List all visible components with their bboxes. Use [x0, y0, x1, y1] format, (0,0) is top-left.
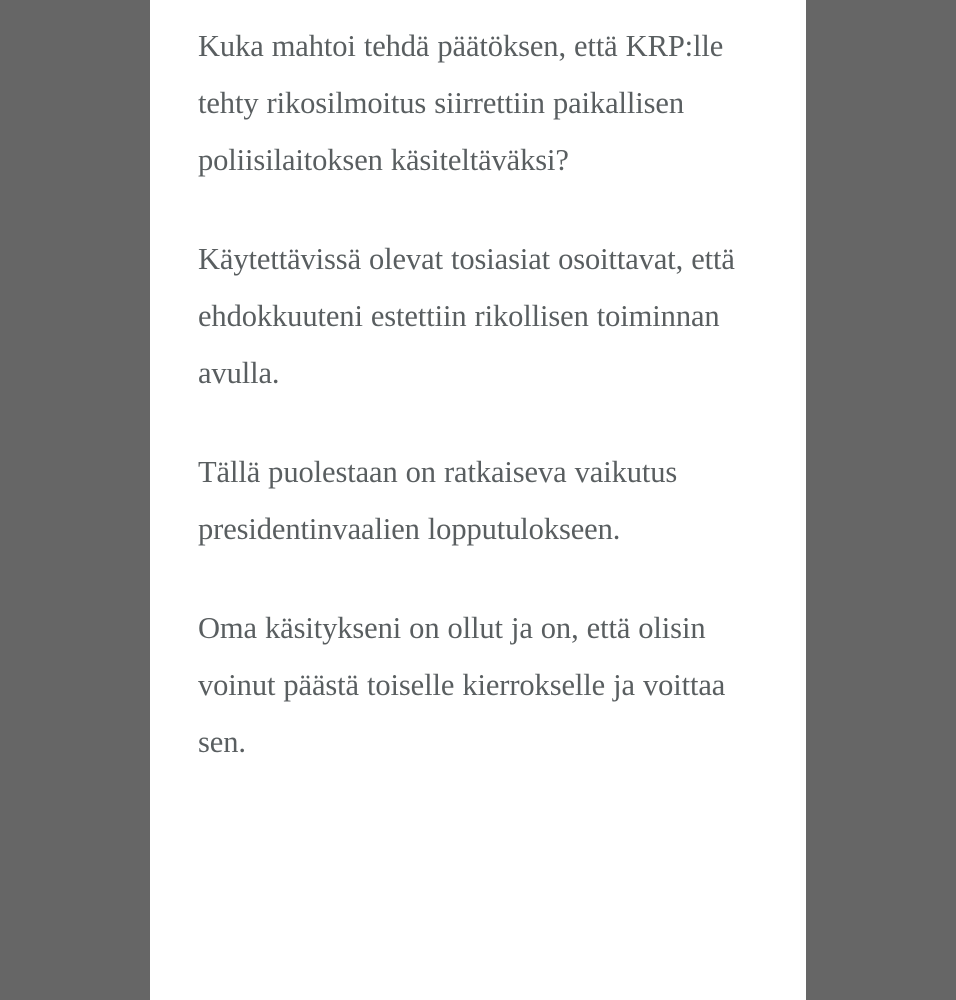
article-page-sheet: [150, 0, 806, 1000]
article-text-body: [198, 0, 738, 771]
article-paragraph-4: Oma käsitykseni on ollut ja on, että olisin voinut päästä toiselle kierrokselle ja voittaa sen.: [198, 611, 726, 759]
right-gutter: [806, 0, 956, 1000]
article-paragraph-1: Kuka mahtoi tehdä päätöksen, että KRP:lle tehty rikosilmoitus siirrettiin paikallisen poliisilaitoksen käsiteltäväksi?: [198, 29, 724, 177]
left-gutter: [0, 0, 150, 1000]
article-paragraph-3: Tällä puolestaan on ratkaiseva vaikutus presidentinvaalien lopputulokseen.: [198, 455, 678, 546]
article-paragraph-2: Käytettävissä olevat tosiasiat osoittavat, että ehdokkuuteni estettiin rikollisen toiminnan avulla.: [198, 242, 735, 390]
